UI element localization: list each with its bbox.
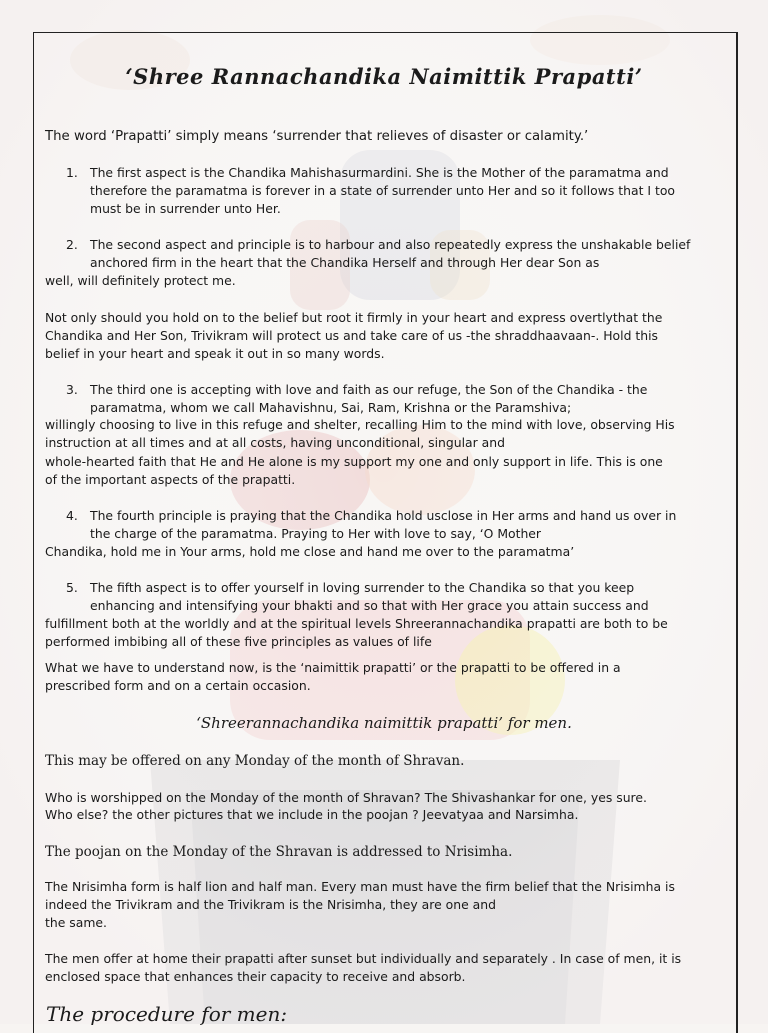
monday-text: This may be offered on any Monday of the month of Shravan. xyxy=(45,753,465,769)
item-5-line-2: enhancing and intensifying your bhakti and so that with Her grace you attain success and xyxy=(90,598,649,613)
section-subtitle-men: ‘Shreerannachandika naimittik prapatti’ for men. xyxy=(196,714,572,732)
item-1-line-1: The first aspect is the Chandika Mahishasurmardini. She is the Mother of the paramatma and xyxy=(90,165,669,180)
item-4-number: 4. xyxy=(66,508,78,523)
nrisimha-paragraph-line-2: indeed the Trivikram and the Trivikram is the Nrisimha, they are one and xyxy=(45,897,496,912)
naimittik-paragraph-line-1: What we have to understand now, is the ‘naimittik prapatti’ or the prapatti to be offered in a xyxy=(45,660,621,675)
item-1-number: 1. xyxy=(66,165,78,180)
item-2-line-2: anchored firm in the heart that the Chandika Herself and through Her dear Son as xyxy=(90,255,600,270)
item-3-number: 3. xyxy=(66,382,78,397)
who-paragraph-line-1: Who is worshipped on the Monday of the month of Shravan? The Shivashankar for one, yes sure. xyxy=(45,790,647,805)
poojan-text: The poojan on the Monday of the Shravan is addressed to Nrisimha. xyxy=(45,844,513,860)
item-5-continuation-2: performed imbibing all of these five principles as values of life xyxy=(45,634,432,649)
item-3-continuation-3: whole-hearted faith that He and He alone is my support my one and only support in life. This is one xyxy=(45,454,663,469)
offer-paragraph-line-2: enclosed space that enhances their capacity to receive and absorb. xyxy=(45,969,466,984)
page-title: ‘Shree Rannachandika Naimittik Prapatti’ xyxy=(125,64,643,89)
item-5-number: 5. xyxy=(66,580,78,595)
nrisimha-paragraph-line-3: the same. xyxy=(45,915,107,930)
item-4-line-2: the charge of the paramatma. Praying to Her with love to say, ‘O Mother xyxy=(90,526,542,541)
item-1-line-2: therefore the paramatma is forever in a state of surrender unto Her and so it follows that I too xyxy=(90,183,676,198)
item-3-continuation-1: willingly choosing to live in this refuge and shelter, recalling Him to the mind with love, observing His xyxy=(45,417,675,432)
item-4-line-1: The fourth principle is praying that the Chandika hold usclose in Her arms and hand us over in xyxy=(90,508,677,523)
item-1-line-3: must be in surrender unto Her. xyxy=(90,201,281,216)
nrisimha-paragraph-line-1: The Nrisimha form is half lion and half man. Every man must have the firm belief that the Nrisimha is xyxy=(45,879,675,894)
item-5-continuation-1: fulfillment both at the worldly and at the spiritual levels Shreerannachandika prapatti are both to be xyxy=(45,616,668,631)
item-2-line-1: The second aspect and principle is to harbour and also repeatedly express the unshakable belief xyxy=(90,237,691,252)
who-paragraph-line-2: Who else? the other pictures that we include in the poojan ? Jeevatyaa and Narsimha. xyxy=(45,807,579,822)
item-2-number: 2. xyxy=(66,237,78,252)
naimittik-paragraph-line-2: prescribed form and on a certain occasion. xyxy=(45,678,311,693)
belief-paragraph-line-2: Chandika and Her Son, Trivikram will protect us and take care of us -the shraddhaavaan-. Hold this xyxy=(45,328,658,343)
item-3-line-1: The third one is accepting with love and faith as our refuge, the Son of the Chandika - the xyxy=(90,382,648,397)
item-3-line-2: paramatma, whom we call Mahavishnu, Sai, Ram, Krishna or the Paramshiva; xyxy=(90,400,572,415)
item-5-line-1: The fifth aspect is to offer yourself in loving surrender to the Chandika so that you keep xyxy=(90,580,635,595)
item-3-continuation-4: of the important aspects of the prapatti. xyxy=(45,472,296,487)
belief-paragraph-line-1: Not only should you hold on to the belief but root it firmly in your heart and express overtlythat the xyxy=(45,310,663,325)
item-4-continuation: Chandika, hold me in Your arms, hold me close and hand me over to the paramatma’ xyxy=(45,544,575,559)
offer-paragraph-line-1: The men offer at home their prapatti after sunset but individually and separately . In case of men, it is xyxy=(45,951,682,966)
intro-text: The word ‘Prapatti’ simply means ‘surrender that relieves of disaster or calamity.’ xyxy=(45,129,589,144)
item-2-continuation: well, will definitely protect me. xyxy=(45,273,236,288)
procedure-heading: The procedure for men: xyxy=(46,1002,288,1026)
item-3-continuation-2: instruction at all times and at all costs, having unconditional, singular and xyxy=(45,435,505,450)
belief-paragraph-line-3: belief in your heart and speak it out in so many words. xyxy=(45,346,385,361)
